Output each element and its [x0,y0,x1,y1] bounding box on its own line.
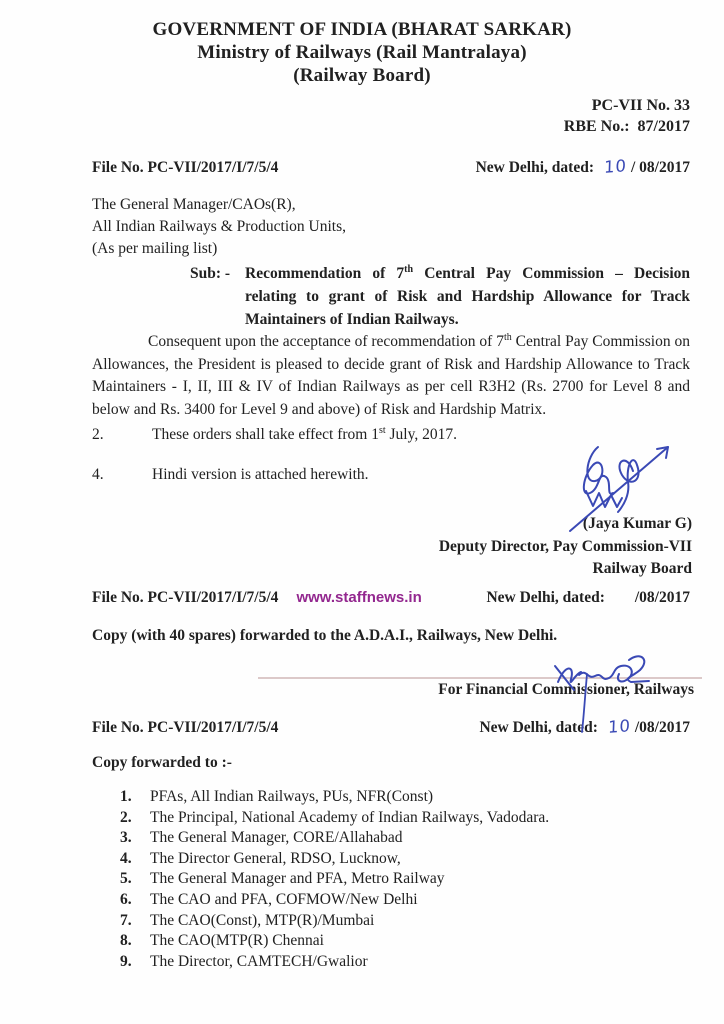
list-item [120,911,690,932]
addressee-line3: (As per mailing list) [92,240,218,257]
addressee-line1: The General Manager/CAOs(R), [92,196,296,213]
list-item-text: The Director, CAMTECH/Gwalior [150,952,368,970]
list-item-text: PFAs, All Indian Railways, PUs, NFR(Const) [150,788,434,805]
signatory-1-org: Railway Board [592,560,692,577]
list-item [120,787,690,808]
handwritten-day-3: 10 [607,716,632,737]
list-item [120,808,690,829]
handwritten-day-1: 10 [603,156,628,177]
file-number-3: File No. PC-VII/2017/I/7/5/4 [92,719,279,736]
rbe-number: RBE No.: 87/2017 [563,118,690,135]
list-item [120,931,690,952]
subject-superscript: th [404,263,414,275]
signatory-1-title: Deputy Director, Pay Commission-VII [438,537,692,555]
list-item-text: The General Manager and PFA, Metro Railway [150,870,445,888]
copy-adai-line: Copy (with 40 spares) forwarded to the A.D.A.I., Railways, New Delhi. [92,627,558,644]
paragraph-text-end: Central Pay Commission on Allowances, the President is pleased to decide grant of Risk and Hardship Allowance to Track Maintainers - I, II, III & IV of Indian Railways as per cell R3H2 (Rs. 2700 for Level 8 and below and Rs. 3400 for Level 9 and above) of Risk and Hardship Matrix. [92,333,690,418]
list-item-text: The CAO(Const), MTP(R)/Mumbai [150,911,375,929]
list-item [120,849,690,870]
pc-number: PC-VII No. 33 [591,97,690,114]
list-item-number: 9. [120,952,132,970]
file-row-2 [92,589,690,607]
list-item [120,952,690,973]
copy-forwarded-list [120,787,690,972]
list-item-number: 4. [120,849,132,867]
date-rest-2: /08/2017 [634,589,690,606]
list-item-text: The CAO and PFA, COFMOW/New Delhi [150,890,418,908]
letterhead [0,18,724,87]
signatory-1-name: (Jaya Kumar G) [582,515,692,532]
signature-financial-commissioner [550,644,664,738]
date-rest-1: / 08/2017 [631,159,690,176]
staffnews-watermark: www.staffnews.in [296,589,422,606]
date-place-label-1: New Delhi, dated: [475,159,594,176]
paragraph-superscript: th [503,331,512,343]
subject-text-start: Recommendation of 7 [245,265,405,282]
body-paragraph-1 [92,331,690,421]
signatory-2-title: For Financial Commissioner, Railways [438,681,694,698]
date-line-2 [486,589,690,607]
list-item-number: 3. [120,829,132,847]
list-item [120,890,690,911]
reference-numbers [564,95,690,137]
file-row-1 [92,157,690,177]
subject-block [190,262,690,331]
date-rest-3: /08/2017 [634,719,690,736]
item-4-text: Hindi version is attached herewith. [152,466,369,483]
item-2-text-start: These orders shall take effect from 1 [152,426,379,443]
item-4-number: 4. [92,466,104,483]
letterhead-line2: Ministry of Railways (Rail Mantralaya) [197,42,527,63]
paragraph-text-start: Consequent upon the acceptance of recommendation of 7 [148,333,504,350]
file-number-1: File No. PC-VII/2017/I/7/5/4 [92,159,279,176]
list-item-number: 5. [120,870,132,888]
item-2-number: 2. [92,426,104,443]
date-place-label-3: New Delhi, dated: [479,719,598,736]
copy-forwarded-heading: Copy forwarded to :- [92,754,232,771]
list-item-text: The Principal, National Academy of Indian Railways, Vadodara. [150,808,550,826]
list-item [120,869,690,890]
list-item [120,828,690,849]
subject-text [245,262,690,331]
addressee-line2: All Indian Railways & Production Units, [92,218,347,235]
list-item-number: 1. [120,788,132,805]
subject-text-end: Central Pay Commission – Decision relating to grant of Risk and Hardship Allowance for Track Maintainers of Indian Railways. [245,265,690,328]
list-item-text: The General Manager, CORE/Allahabad [150,829,403,847]
item-2-text-end: July, 2017. [385,426,457,443]
letterhead-line1: GOVERNMENT OF INDIA (BHARAT SARKAR) [152,19,572,40]
list-item-text: The Director General, RDSO, Lucknow, [150,849,401,867]
date-line-1 [476,157,690,177]
list-item-number: 8. [120,932,132,950]
list-item-number: 2. [120,808,132,826]
list-item-number: 6. [120,890,132,908]
list-item-number: 7. [120,911,132,929]
file-number-2: File No. PC-VII/2017/I/7/5/4 [92,589,279,606]
date-place-label-2: New Delhi, dated: [486,589,605,606]
addressee-block [92,194,346,260]
signature-jaya-kumar [556,441,674,535]
list-item-text: The CAO(MTP(R) Chennai [150,932,324,950]
letterhead-line3: (Railway Board) [293,65,431,86]
item-2-superscript: st [378,424,386,436]
subject-label: Sub: - [190,265,231,282]
